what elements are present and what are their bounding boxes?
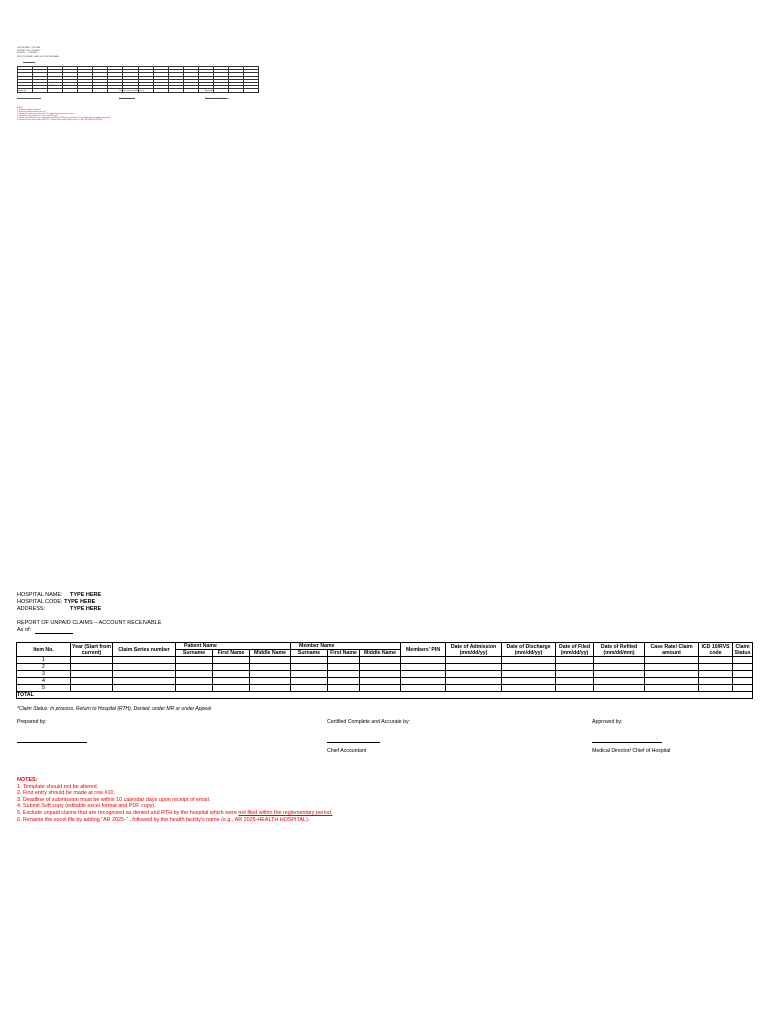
total-row	[17, 692, 753, 699]
col-patient-middle-name: Middle Name	[250, 650, 291, 657]
table-cell[interactable]	[250, 671, 291, 678]
address-value[interactable]: TYPE HERE	[70, 606, 102, 612]
as-of-field[interactable]	[35, 627, 73, 634]
report-title: REPORT OF UNPAID CLAIMS – ACCOUNT RECEIVABLE	[17, 620, 162, 626]
col-patient-first-name: First Name	[213, 650, 250, 657]
table-cell[interactable]	[113, 678, 176, 685]
table-cell[interactable]	[446, 657, 502, 664]
table-cell[interactable]	[556, 657, 594, 664]
item-number-cell[interactable]: 2	[17, 664, 71, 671]
address-label: ADDRESS:	[17, 606, 46, 612]
table-cell[interactable]	[401, 678, 446, 685]
table-cell[interactable]	[360, 678, 401, 685]
table-cell[interactable]	[360, 664, 401, 671]
as-of-row	[17, 627, 73, 634]
table-cell[interactable]	[328, 657, 360, 664]
item-number-cell[interactable]: 1	[17, 657, 71, 664]
table-cell[interactable]	[291, 671, 328, 678]
col-icd: ICD 10/RVS code	[699, 643, 733, 657]
table-cell[interactable]	[176, 664, 213, 671]
approved-by-signature-line[interactable]	[592, 742, 662, 743]
certified-signature-line[interactable]	[327, 742, 380, 743]
table-cell[interactable]	[360, 685, 401, 692]
table-cell[interactable]	[556, 685, 594, 692]
table-cell[interactable]	[502, 685, 556, 692]
table-cell[interactable]	[645, 657, 699, 664]
notes-section	[17, 777, 332, 823]
table-row	[17, 664, 753, 671]
table-cell[interactable]	[250, 678, 291, 685]
prepared-by-label: Prepared by:	[17, 719, 47, 725]
table-cell[interactable]	[328, 664, 360, 671]
col-member-first-name: First Name	[328, 650, 360, 657]
table-cell[interactable]	[594, 671, 645, 678]
item-number-cell[interactable]: 3	[17, 671, 71, 678]
table-cell[interactable]	[213, 678, 250, 685]
table-cell[interactable]	[176, 678, 213, 685]
address-row	[17, 606, 101, 613]
note-5-underlined: not filed within the reglementary period.	[238, 809, 333, 816]
table-cell[interactable]	[213, 657, 250, 664]
table-cell[interactable]	[733, 671, 753, 678]
hospital-name-value[interactable]: TYPE HERE	[70, 592, 102, 598]
table-row	[17, 657, 753, 664]
table-cell[interactable]	[446, 664, 502, 671]
col-member-surname: Surname	[291, 650, 328, 657]
note-3: 3. Deadline of submission must be within 10 calendar days upon receipt of email.	[17, 796, 211, 803]
table-cell[interactable]	[71, 657, 113, 664]
table-cell[interactable]	[113, 657, 176, 664]
note-5-text: 5. Exclude unpaid claims that are recognized as denied and RTH by the hospital which were	[17, 809, 239, 816]
table-cell[interactable]	[446, 678, 502, 685]
table-cell[interactable]	[360, 657, 401, 664]
hospital-name-row	[17, 592, 101, 599]
col-claim-status: Claim Status	[733, 643, 753, 657]
table-cell[interactable]	[733, 678, 753, 685]
medical-director-label: Medical Director/ Chief of Hospital	[592, 748, 671, 754]
note-2: 2. First entry should be made at row #10.	[17, 790, 115, 797]
table-cell[interactable]	[401, 671, 446, 678]
table-cell[interactable]	[502, 671, 556, 678]
table-row	[17, 671, 753, 678]
table-cell[interactable]	[291, 678, 328, 685]
table-cell[interactable]	[328, 678, 360, 685]
table-cell[interactable]	[645, 685, 699, 692]
table-cell[interactable]	[328, 685, 360, 692]
table-cell[interactable]	[250, 664, 291, 671]
table-cell[interactable]	[401, 685, 446, 692]
table-cell[interactable]	[699, 657, 733, 664]
table-cell[interactable]	[733, 685, 753, 692]
table-cell[interactable]	[328, 671, 360, 678]
table-cell[interactable]	[645, 664, 699, 671]
table-cell[interactable]	[113, 664, 176, 671]
table-cell[interactable]	[213, 664, 250, 671]
table-row	[17, 678, 753, 685]
table-cell[interactable]	[401, 664, 446, 671]
table-cell[interactable]	[360, 671, 401, 678]
table-cell[interactable]	[71, 678, 113, 685]
table-cell[interactable]	[594, 685, 645, 692]
table-cell[interactable]	[113, 685, 176, 692]
col-case-rate: Case Rate/ Claim amount	[645, 643, 699, 657]
table-cell[interactable]	[556, 678, 594, 685]
table-cell[interactable]	[733, 657, 753, 664]
table-cell[interactable]	[446, 671, 502, 678]
table-cell[interactable]	[213, 685, 250, 692]
table-cell[interactable]	[556, 664, 594, 671]
table-cell[interactable]	[556, 671, 594, 678]
header-row	[17, 643, 753, 650]
col-date-filed: Date of Filed (mm/dd/yy)	[556, 643, 594, 657]
table-cell[interactable]	[645, 671, 699, 678]
item-number-cell[interactable]: 5	[17, 685, 71, 692]
total-label: TOTAL	[17, 692, 753, 699]
col-claim-series: Claim Series number	[113, 643, 176, 657]
table-cell[interactable]	[71, 671, 113, 678]
table-cell[interactable]	[176, 657, 213, 664]
prepared-by-signature-line[interactable]	[17, 742, 87, 743]
table-cell[interactable]	[291, 664, 328, 671]
table-cell[interactable]	[176, 671, 213, 678]
table-cell[interactable]	[71, 664, 113, 671]
table-cell[interactable]	[733, 664, 753, 671]
unpaid-claims-table	[16, 642, 753, 699]
table-cell[interactable]	[594, 664, 645, 671]
table-cell[interactable]	[699, 678, 733, 685]
table-cell[interactable]	[699, 685, 733, 692]
col-date-admission: Date of Admission (mm/dd/yy)	[446, 643, 502, 657]
table-cell[interactable]	[502, 678, 556, 685]
col-members-pin: Members' PIN	[401, 643, 446, 657]
table-cell[interactable]	[250, 685, 291, 692]
table-cell[interactable]	[446, 685, 502, 692]
table-cell[interactable]	[699, 671, 733, 678]
table-cell[interactable]	[645, 678, 699, 685]
col-year: Year (Start from current)	[72, 643, 111, 656]
table-cell[interactable]	[213, 671, 250, 678]
chief-accountant-label: Chief Accountant	[327, 748, 367, 754]
table-cell[interactable]	[250, 657, 291, 664]
notes-title: NOTES:	[17, 777, 38, 783]
table-cell[interactable]	[594, 678, 645, 685]
table-cell[interactable]	[401, 657, 446, 664]
col-patient-surname: Surname	[176, 650, 213, 657]
item-number-cell[interactable]: 4	[17, 678, 71, 685]
table-cell[interactable]	[699, 664, 733, 671]
table-cell[interactable]	[291, 657, 328, 664]
hospital-code-label: HOSPITAL CODE:	[17, 599, 63, 605]
approved-by-label: Approved by:	[592, 719, 623, 725]
certified-label: Certified Complete and Accurate by:	[327, 719, 411, 725]
note-5	[17, 810, 332, 817]
table-cell[interactable]	[594, 657, 645, 664]
note-1: 1. Template should not be altered.	[17, 783, 99, 790]
claim-status-note: *Claim Status: In process, Return to Hospital (RTH), Denied, under MR or under Appeal	[17, 706, 211, 712]
note-4: 4. Submit Soft copy (editable excel format and PDF copy).	[17, 803, 156, 810]
table-cell[interactable]	[176, 685, 213, 692]
table-cell[interactable]	[71, 685, 113, 692]
page-thumbnail: HOSPITAL NAME: TYPE HERE HOSPITAL CODE: TYPE HERE ADDRESS: TYPE HERE REPORT OF UNPAID CLAIMS – ACCOUNT RECEIVABLE *Claim Status: In process, Return to Hospital (RTH), Denied, under MR or under Appeal Prepared by: Certified Complete and Accurate by: Approved by: Chief Accountant Medical Director/ Chief of Hospital NOTES: 1. Template should not be altered. 2. First entry should be made at row #10. 3. Deadline of submission must be within 10 calendar days upon receipt of email. 4. Submit Soft copy (editable excel format and PDF copy). 5. Exclude unpaid claims that are recognized as denied and RTH by the hospital which were not filed within the reglementary period. 6. Rename the excel file by adding "AR 2025-", followed by the health facility's name (e.g., AR 2025-HEALTH HOSPITAL).	[17, 48, 259, 130]
col-item-no: Item No.	[17, 643, 71, 657]
hospital-code-value[interactable]: TYPE HERE	[64, 599, 96, 605]
hospital-name-label: HOSPITAL NAME:	[17, 592, 63, 598]
table-row	[17, 685, 753, 692]
col-member-name: Member Name	[291, 643, 401, 650]
hospital-code-row	[17, 599, 95, 606]
col-member-middle-name: Middle Name	[360, 650, 401, 657]
col-date-discharge: Date of Discharge (mm/dd/yy)	[502, 643, 556, 657]
table-cell[interactable]	[113, 671, 176, 678]
note-6: 6. Rename the excel file by adding "AR 2025-" , followed by the health facility's name (e.g., AR 2025-HEALTH HOSPITAL).	[17, 816, 310, 823]
table-cell[interactable]	[291, 685, 328, 692]
table-cell[interactable]	[502, 657, 556, 664]
as-of-label: As of:	[17, 627, 32, 633]
table-cell[interactable]	[502, 664, 556, 671]
col-date-refiled: Date of Refiled (mm/dd/mm)	[594, 643, 645, 657]
col-patient-name: Patient Name	[176, 643, 291, 650]
